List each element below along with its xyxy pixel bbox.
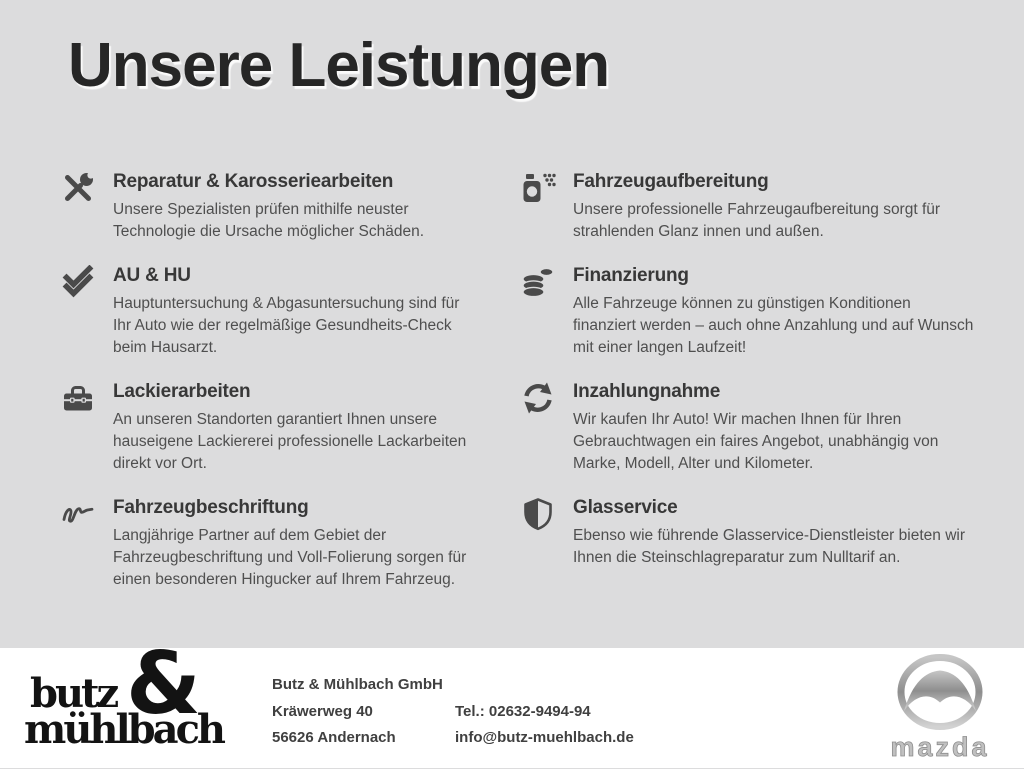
service-item-glasservice bbox=[520, 496, 984, 591]
signature-icon bbox=[60, 497, 98, 531]
service-title: Fahrzeugbeschriftung bbox=[113, 497, 309, 518]
service-title: Glasservice bbox=[573, 497, 678, 518]
address-city: 56626 Andernach bbox=[272, 729, 396, 746]
butz-muehlbach-logo bbox=[24, 634, 264, 764]
service-item-lackierarbeiten bbox=[60, 380, 520, 475]
service-description: An unseren Standorten garantiert Ihnen unsere hauseigene Lackiererei professionelle Lackarbeiten direkt vor Ort. bbox=[113, 411, 467, 472]
service-description: Wir kaufen Ihr Auto! Wir machen Ihnen für Ihren Gebrauchtwagen ein faires Angebot, unabhängig von Marke, Modell, Alter und Kilometer. bbox=[573, 411, 939, 472]
service-title: Reparatur & Karosseriearbeiten bbox=[113, 171, 394, 192]
phone-number: Tel.: 02632-9494-94 bbox=[455, 703, 591, 720]
service-item-reparatur bbox=[60, 170, 520, 243]
service-title: Fahrzeugaufbereitung bbox=[573, 171, 769, 192]
toolbox-icon bbox=[60, 381, 98, 415]
service-description: Alle Fahrzeuge können zu günstigen Konditionen finanziert werden – auch ohne Anzahlung und auf Wunsch mit einer langen Laufzeit! bbox=[573, 295, 974, 356]
service-title: Lackierarbeiten bbox=[113, 381, 251, 402]
service-description: Hauptuntersuchung & Abgasuntersuchung sind für Ihr Auto wie der regelmäßige Gesundheits-Check beim Hausarzt. bbox=[113, 295, 460, 356]
logo-ampersand: & bbox=[126, 634, 201, 734]
footer bbox=[0, 634, 1024, 768]
service-item-beschriftung bbox=[60, 496, 520, 591]
coins-icon bbox=[520, 265, 558, 299]
service-item-inzahlungnahme bbox=[520, 380, 984, 475]
services-grid bbox=[60, 170, 990, 591]
mazda-emblem-icon bbox=[874, 652, 1006, 764]
address-street: Kräwerweg 40 bbox=[272, 703, 373, 720]
mazda-logo bbox=[874, 652, 1006, 764]
sync-icon bbox=[520, 381, 558, 415]
double-check-icon bbox=[60, 265, 98, 299]
service-title: Finanzierung bbox=[573, 265, 689, 286]
dealer-contact-info bbox=[272, 676, 634, 746]
service-description: Langjährige Partner auf dem Gebiet der Fahrzeugbeschriftung und Voll-Folierung sorgen für einen besonderen Hingucker auf Ihrem Fahrzeug. bbox=[113, 527, 467, 588]
service-description: Ebenso wie führende Glasservice-Dienstleister bieten wir Ihnen die Steinschlagreparatur zum Nulltarif an. bbox=[573, 527, 965, 566]
shield-icon bbox=[520, 497, 558, 531]
mazda-wordmark: mazda bbox=[890, 732, 990, 762]
spray-can-icon bbox=[520, 171, 558, 205]
page-title: Unsere Leistungen bbox=[68, 31, 610, 100]
wrench-screwdriver-icon bbox=[60, 171, 98, 205]
service-item-au-hu bbox=[60, 264, 520, 359]
logo-text-butz: butz bbox=[30, 670, 117, 717]
service-description: Unsere professionelle Fahrzeugaufbereitung sorgt für strahlenden Glanz innen und außen. bbox=[573, 201, 941, 240]
coins-icon-item bbox=[520, 264, 984, 359]
service-description: Unsere Spezialisten prüfen mithilfe neuster Technologie die Ursache möglicher Schäden. bbox=[113, 201, 425, 240]
service-title: AU & HU bbox=[113, 265, 191, 286]
service-title: Inzahlungnahme bbox=[573, 381, 721, 402]
company-name: Butz & Mühlbach GmbH bbox=[272, 676, 443, 693]
logo-text-muehlbach: mühlbach bbox=[24, 706, 224, 753]
service-item-aufbereitung bbox=[520, 170, 984, 243]
email-address: info@butz-muehlbach.de bbox=[455, 729, 634, 746]
